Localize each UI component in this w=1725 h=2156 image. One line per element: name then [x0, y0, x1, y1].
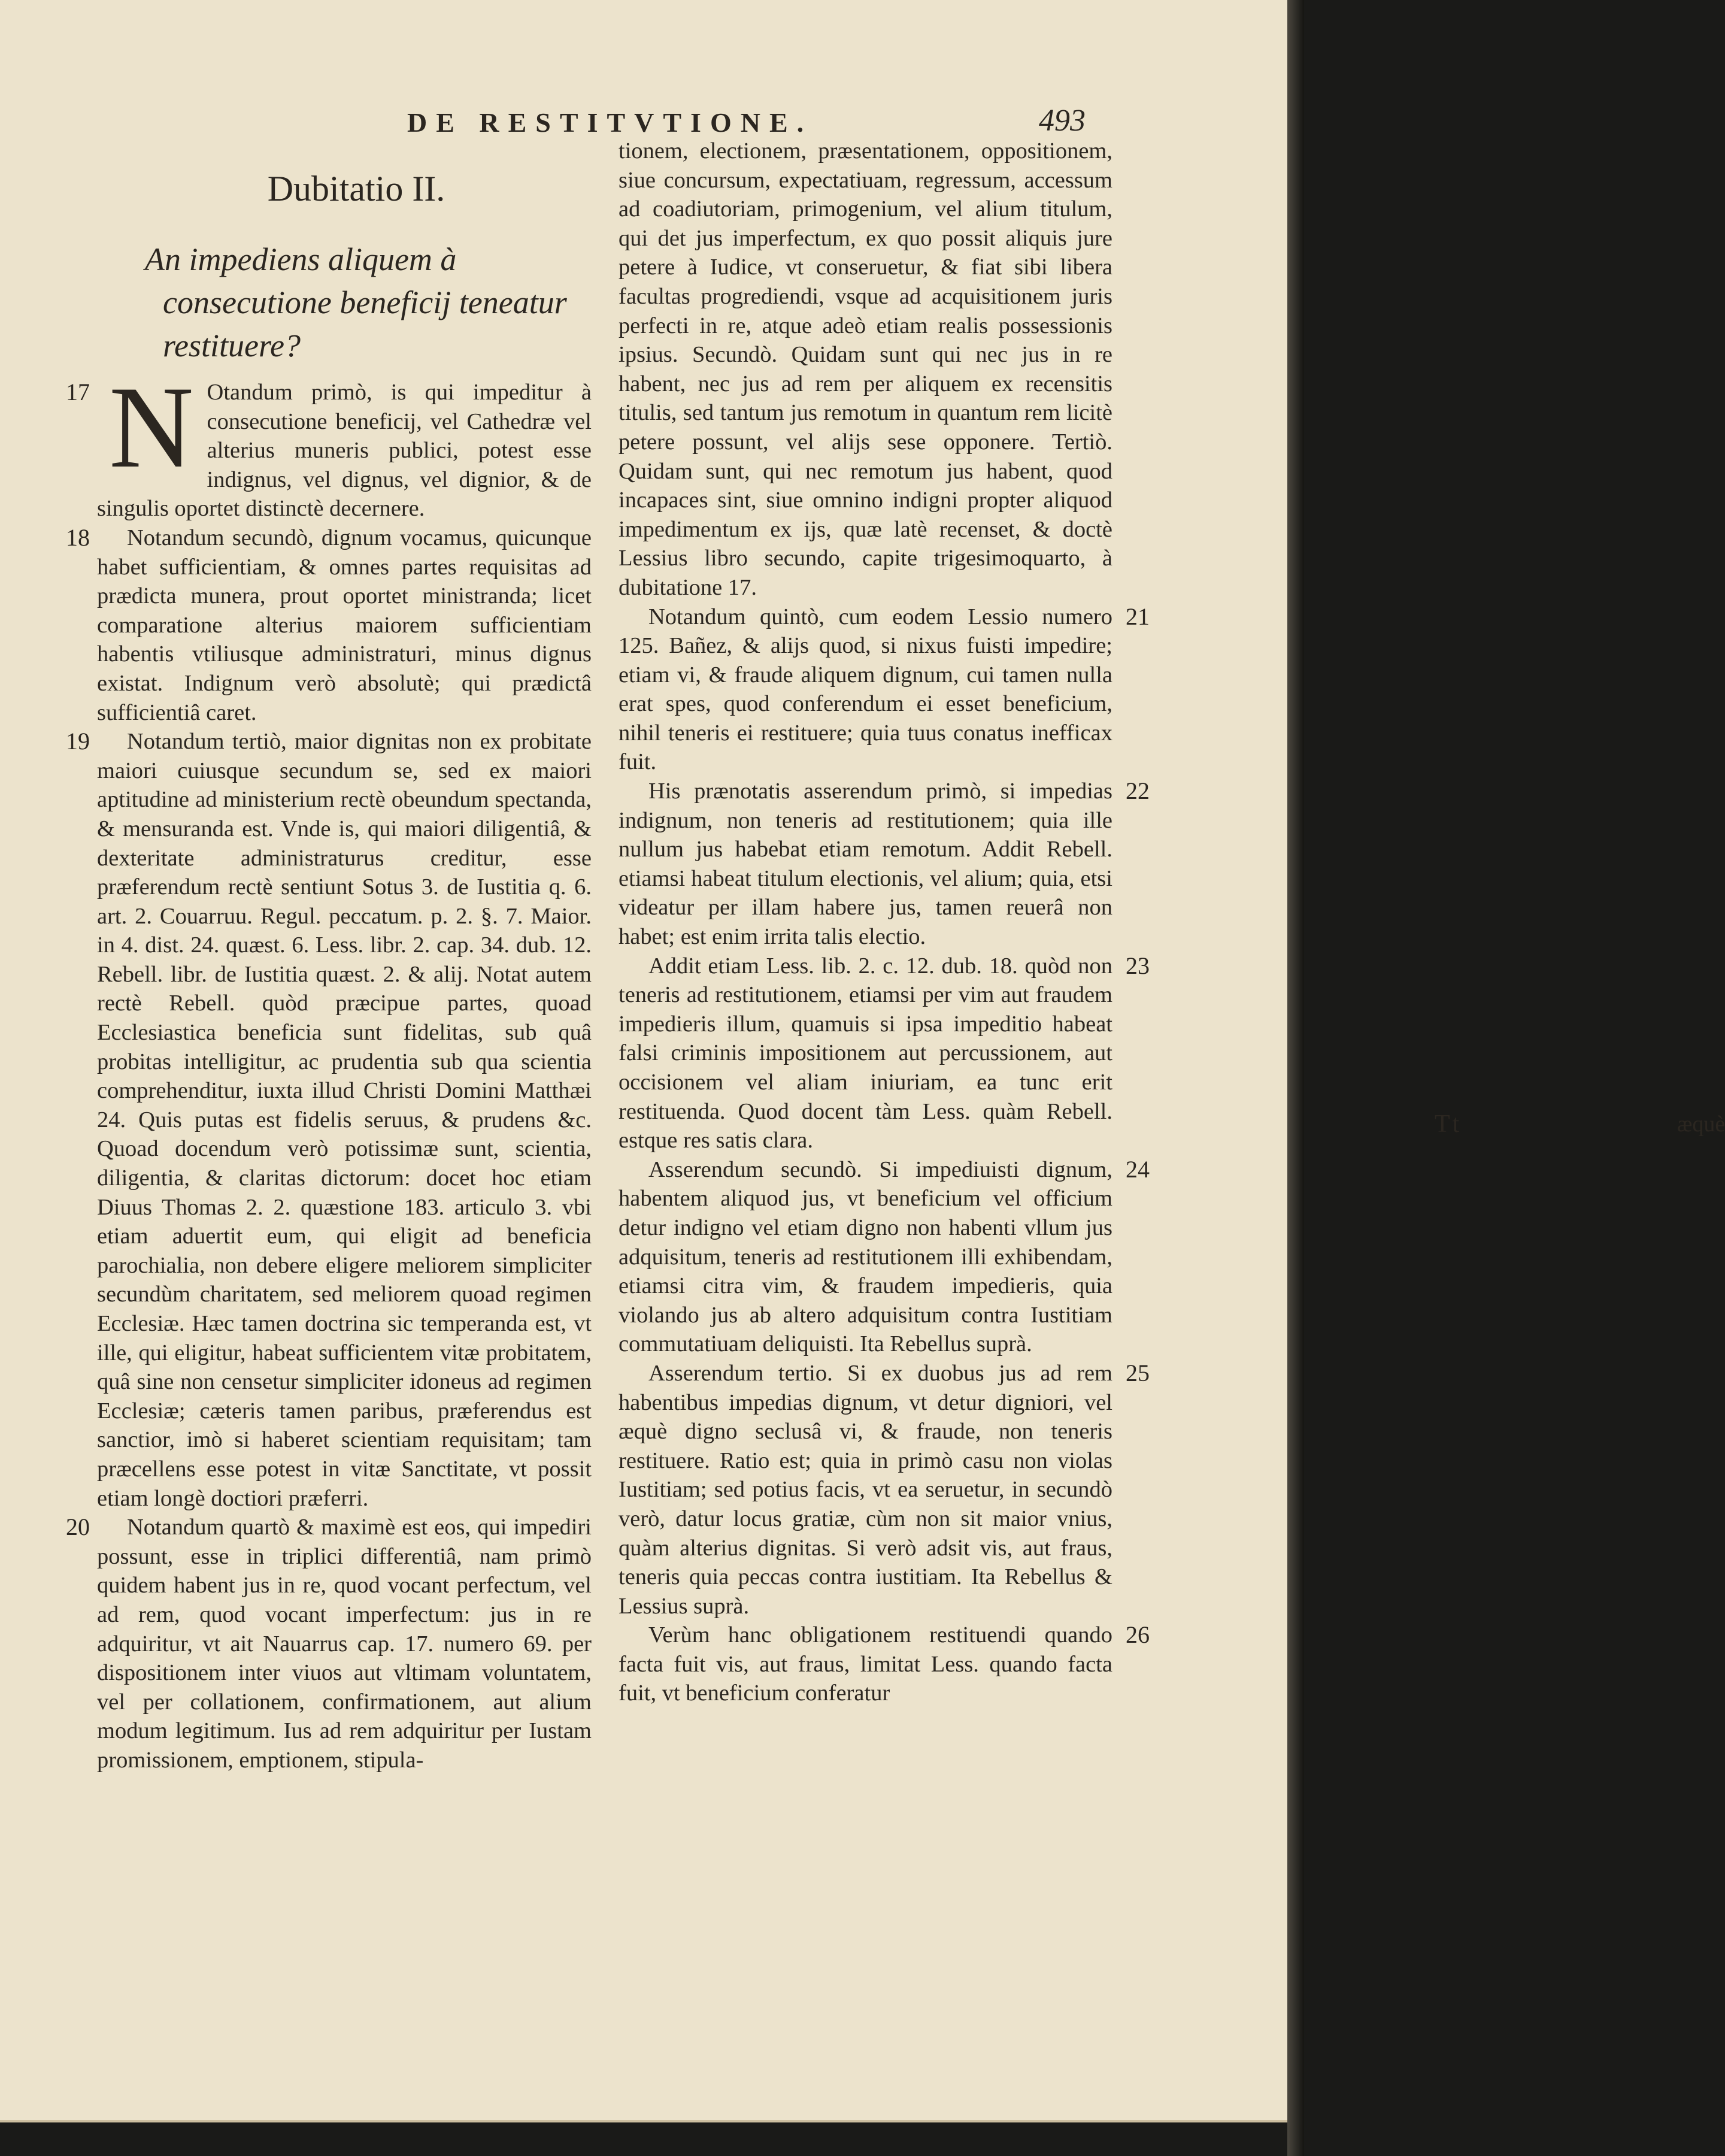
- paragraph-23: [619, 952, 1150, 1155]
- paragraph-22: [619, 777, 1150, 952]
- right-column: [619, 137, 1725, 1708]
- paragraph-21: [619, 602, 1150, 777]
- margin-number-23: 23: [1126, 952, 1150, 979]
- paragraph-19: [66, 727, 592, 1513]
- paragraph-text: His prænotatis asserendum primò, si impedias indignum, non teneris ad restitutionem; quia ille nullum jus habebat etiam remotum. Addit Rebell. etiamsi habeat titulum electionis, vel alium; quia, etsi videatur per illam habere jus, tamen reuerâ non habet; est enim irrita talis electio.: [619, 779, 1112, 950]
- margin-number-26: 26: [1126, 1621, 1150, 1649]
- catchword: æquè: [1677, 1112, 1725, 1137]
- paragraph-26: [619, 1621, 1150, 1708]
- paragraph-text: Notandum secundò, dignum vocamus, quicunque habet sufficientiam, & omnes partes requisitas ad prædicta munera, prout oportet ministranda; licet comparatione alterius maiorem sufficientiam habentis vtiliusque administraturi, minus dignus existat. Indignum verò absolutè; qui prædictâ sufficientiâ caret.: [97, 525, 592, 725]
- paragraph-text: Asserendum secundò. Si impediuisti dignum, habentem aliquod jus, vt beneficium vel officium detur indigno vel etiam digno non habenti vllum jus adquisitum, teneris ad restitutionem illi exhibendam, etiamsi citra vim, & fraudem impedieris, quia violando jus ab altero adquisitum contra Iustitiam commutatiuam deliquisti. Ita Rebellus suprà.: [619, 1156, 1112, 1357]
- margin-number-19: 19: [66, 728, 90, 755]
- page-edge-shadow: [1287, 0, 1304, 2156]
- paragraph-20-continued: [619, 137, 1112, 602]
- left-column: [66, 165, 592, 1775]
- paragraph-text: Notandum quartò & maximè est eos, qui impediri possunt, esse in triplici differentiâ, nam primò quidem habent jus in re, quod vocant perfectum, vel ad rem, quod vocant imperfectum: jus in re adquiritur, vt ait Nauarrus cap. 17. numero 69. per dispositionem inter viuos aut vltimam voluntatem, vel per collationem, confirmationem, aut alium modum legitimum. Ius ad rem adquiritur per Iustam promissionem, emptionem, stipula-: [97, 1515, 592, 1773]
- paragraph-text: Notandum quintò, cum eodem Lessio numero 125. Bañez, & alijs quod, si nixus fuisti impedire; etiam vi, & fraude aliquem dignum, cui tamen nulla erat spes, quod conferendum ei esset beneficium, nihil teneris ei restituere; quia tuus conatus inefficax fuit.: [619, 604, 1112, 775]
- page-number: 493: [1039, 104, 1086, 138]
- paragraph-18: [66, 523, 592, 727]
- paragraph-text: Asserendum tertio. Si ex duobus jus ad rem habentibus impedias dignum, vt detur digniori, vel æquè digno seclusâ vi, & fraude, non teneris restituere. Ratio est; quia in primò casu non violas Iustitiam; sed potius facis, vt ea seruetur, in secundò verò, datur locus gratiæ, cùm non sit maior vnius, quàm alterius dignitas. Si verò adsit vis, aut fraus, teneris quia peccas contra iustitiam. Ita Rebellus & Lessius suprà.: [619, 1360, 1112, 1619]
- margin-number-24: 24: [1126, 1155, 1150, 1183]
- paragraph-24: [619, 1155, 1150, 1359]
- question-title: An impediens aliquem à consecutione beneficij teneatur restituere?: [145, 241, 567, 364]
- signature-mark: Tt: [1435, 1110, 1462, 1138]
- margin-number-21: 21: [1126, 602, 1150, 630]
- paragraph-20: [66, 1513, 592, 1775]
- running-head: DE RESTITVTIONE.: [407, 107, 813, 138]
- margin-number-17: 17: [66, 378, 90, 405]
- paragraph-text: Verùm hanc obligationem restituendi quando facta fuit vis, aut fraus, limitat Less. quando facta fuit, vt beneficium conferatur: [619, 1622, 1112, 1706]
- margin-number-20: 20: [66, 1513, 90, 1541]
- paragraph-text: tionem, electionem, præsentationem, oppositionem, siue concursum, expectatiuam, regressum, accessum ad coadiutoriam, primogenium, vel alium titulum, qui det jus imperfectum, ex quo possit aliquis jure petere à Iudice, vt conseruetur, & fiat sibi libera facultas progrediendi, vsque ad acquisitionem juris perfecti in re, atque adeò etiam realis possessionis ipsius. Secundò. Quidam sunt qui nec jus in re habent, nec jus ad rem per aliquem ex recensitis titulis, sed tantum jus remotum in quantum rem licitè petere possunt, vel alijs sese opponere. Tertiò. Quidam sunt, qui nec remotum jus habent, quod incapaces sint, siue omnino indigni propter aliquod impedimentum ex ijs, quæ latè recenset, & doctè Lessius libro secundo, capite trigesimoquarto, à dubitatione 17.: [619, 138, 1112, 600]
- margin-number-18: 18: [66, 523, 90, 551]
- drop-capital: N: [109, 362, 194, 492]
- paragraph-text: Notandum tertiò, maior dignitas non ex probitate maiori cuiusque secundum se, sed ex maiori aptitudine ad ministerium rectè obeundum spectanda, & mensuranda est. Vnde is, qui maiori diligentiâ, & dexteritate administraturus creditur, esse præferendum rectè sentiunt Sotus 3. de Iustitia q. 6. art. 2. Couarruu. Regul. peccatum. p. 2. §. 7. Maior. in 4. dist. 24. quæst. 6. Less. libr. 2. cap. 34. dub. 12. Rebell. libr. de Iustitia quæst. 2. & alij. Notat autem rectè Rebell. quòd præcipue partes, quoad Ecclesiastica beneficia sunt fidelitas, sub quâ probitas intelligitur, ac prudentia sub qua scientia comprehenditur, iuxta illud Christi Domini Matthæi 24. Quis putas est fidelis seruus, & prudens &c. Quoad docendum verò potissimæ sunt, scientia, diligentia, & claritas dictorum: docet hoc etiam Diuus Thomas 2. 2. quæstione 183. articulo 3. vbi etiam aduertit eum, qui eligit ad beneficia parochialia, non debere eligere meliorem simpliciter secundùm charitatem, sed meliorem quoad regimen Ecclesiæ. Hæc tamen doctrina sic temperanda est, vt ille, qui eligitur, habeat sufficientem vitæ probitatem, quâ sine non censetur simpliciter idoneus ad regimen Ecclesiæ; cæteris tamen paribus, præferendus est sanctior, imò si haberet scientiam requisitam; tam præcellens esse potest in vitæ Sanctitate, vt possit etiam longè doctiori præferri.: [97, 729, 592, 1511]
- margin-number-22: 22: [1126, 777, 1150, 805]
- paragraph-text: Addit etiam Less. lib. 2. c. 12. dub. 18. quòd non teneris ad restitutionem, etiamsi per vim aut fraudem impedieris illum, quamuis si ipsa impeditio habeat falsi criminis impositionem aut percussionem, aut occisionem vel aliam iniuriam, ea tunc erit restituenda. Quod docent tàm Less. quàm Rebell. estque res satis clara.: [619, 953, 1112, 1153]
- paragraph-25: [619, 1359, 1150, 1621]
- paragraph-text: Otandum primò, is qui impeditur à consecutione beneficij, vel Cathedræ vel alterius muneris publici, potest esse indignus, vel dignus, vel dignior, & de singulis oportet distinctè decernere.: [97, 380, 592, 522]
- section-heading: Dubitatio II.: [267, 169, 445, 208]
- paragraph-17: [66, 362, 592, 523]
- margin-number-25: 25: [1126, 1359, 1150, 1386]
